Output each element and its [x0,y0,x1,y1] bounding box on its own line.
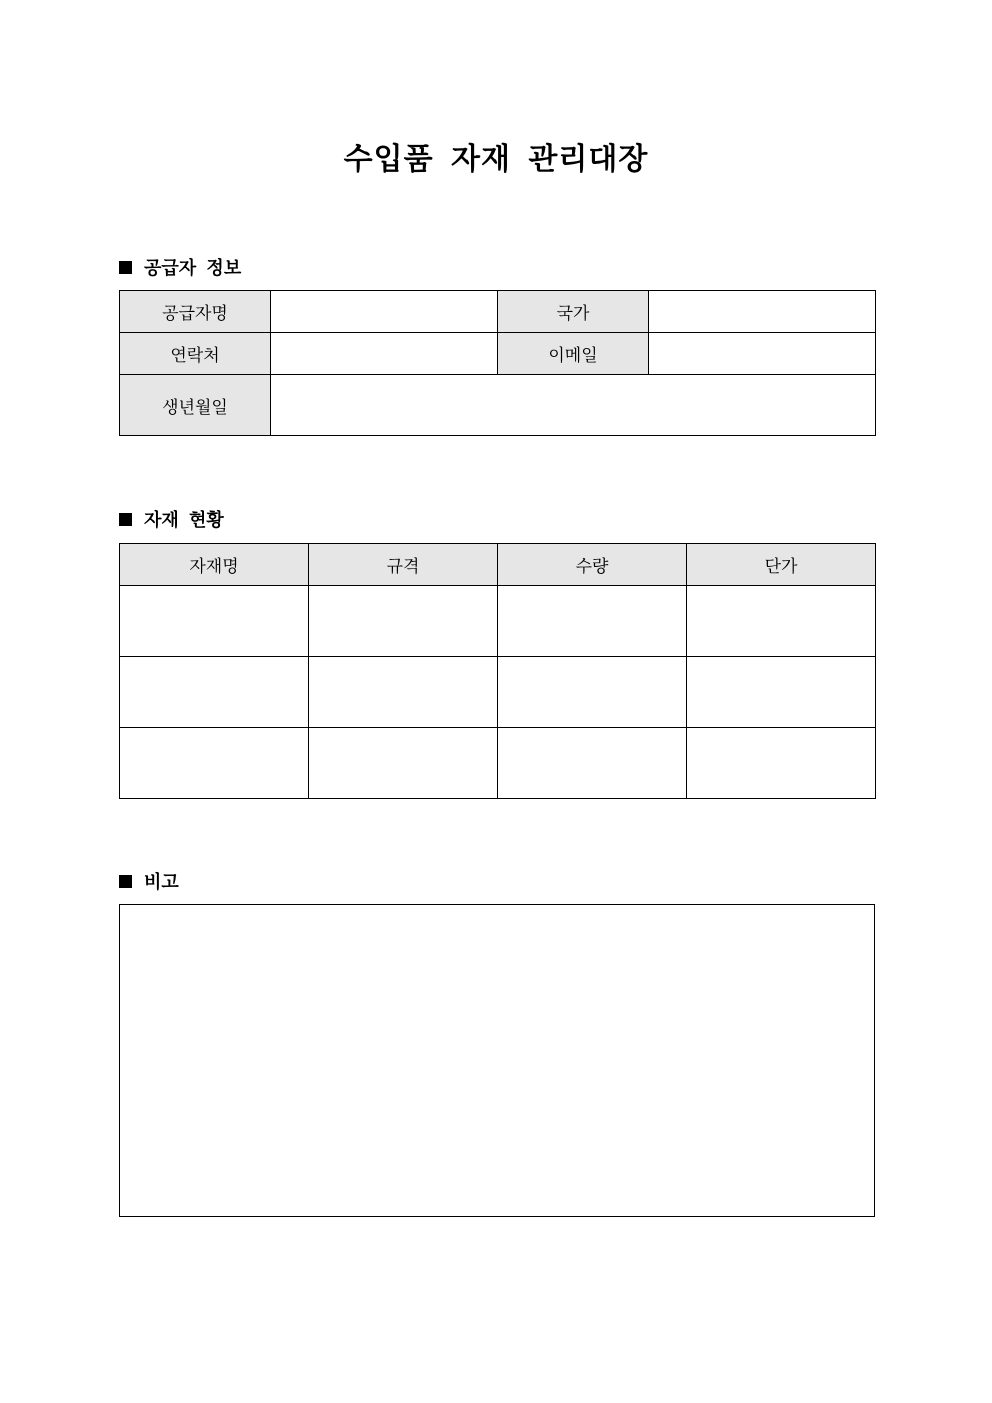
remarks-section-title: 비고 [144,872,179,893]
birthdate-field[interactable] [271,375,876,436]
email-field[interactable] [649,333,876,375]
supplier-section-title: 공급자 정보 [144,258,242,279]
contact-label: 연락처 [120,333,271,375]
table-row [120,291,876,333]
unit-price-cell[interactable] [687,657,876,728]
material-name-cell[interactable] [120,657,309,728]
table-row [120,728,876,799]
remarks-section-heading [119,868,179,894]
material-name-cell[interactable] [120,728,309,799]
contact-field[interactable] [271,333,498,375]
remarks-field[interactable] [119,904,875,1217]
unit-price-cell[interactable] [687,586,876,657]
column-header-quantity: 수량 [498,544,687,586]
email-label: 이메일 [498,333,649,375]
column-header-unit-price: 단가 [687,544,876,586]
specification-cell[interactable] [309,728,498,799]
materials-table [119,543,876,799]
column-header-specification: 규격 [309,544,498,586]
supplier-info-table [119,290,876,436]
table-row [120,657,876,728]
unit-price-cell[interactable] [687,728,876,799]
square-bullet-icon [119,261,132,274]
table-row [120,375,876,436]
country-field[interactable] [649,291,876,333]
table-header-row [120,544,876,586]
table-row [120,586,876,657]
materials-section-heading [119,506,224,532]
quantity-cell[interactable] [498,728,687,799]
document-title: 수입품 자재 관리대장 [343,142,649,177]
quantity-cell[interactable] [498,586,687,657]
birthdate-label: 생년월일 [120,375,271,436]
column-header-material-name: 자재명 [120,544,309,586]
supplier-name-field[interactable] [271,291,498,333]
supplier-section-heading [119,254,241,280]
specification-cell[interactable] [309,657,498,728]
table-row [120,333,876,375]
material-name-cell[interactable] [120,586,309,657]
quantity-cell[interactable] [498,657,687,728]
square-bullet-icon [119,513,132,526]
country-label: 국가 [498,291,649,333]
materials-section-title: 자재 현황 [144,510,224,531]
supplier-name-label: 공급자명 [120,291,271,333]
specification-cell[interactable] [309,586,498,657]
square-bullet-icon [119,875,132,888]
